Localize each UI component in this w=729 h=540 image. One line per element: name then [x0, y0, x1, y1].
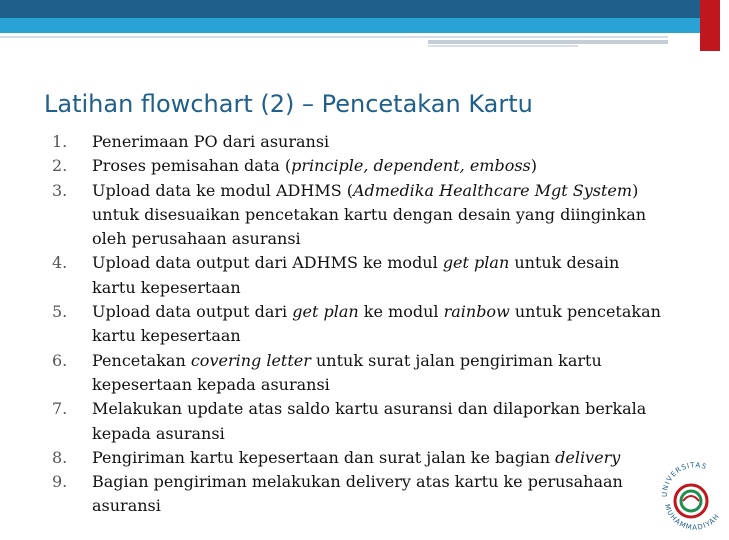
- text-run: untuk pencetakan kartu kepesertaan: [92, 302, 661, 346]
- list-item-number: 4.: [52, 253, 68, 273]
- university-logo: [657, 455, 729, 535]
- text-run: Upload data output dari: [92, 302, 293, 322]
- list-item: [52, 446, 662, 470]
- italic-term: get plan: [442, 253, 510, 273]
- list-item: [52, 349, 662, 398]
- italic-term: rainbow: [443, 302, 510, 322]
- text-run: Melakukan update atas saldo kartu asuransi dan dilaporkan berkala kepada asuransi: [92, 399, 647, 443]
- header-bar-red: [700, 0, 720, 18]
- list-item-text: [92, 130, 662, 154]
- list-item-text: [92, 179, 662, 252]
- list-item-text: [92, 251, 662, 300]
- italic-term: covering letter: [190, 350, 311, 370]
- text-run: ke modul: [358, 302, 444, 322]
- list-item-number: 7.: [52, 399, 68, 419]
- list-item-number: 3.: [52, 180, 68, 200]
- slide-title: Latihan flowchart (2) – Pencetakan Kartu: [44, 90, 533, 118]
- logo-bottom-text: MUHAMMADIYAH: [662, 503, 722, 532]
- list-item: [52, 130, 662, 154]
- list-item: [52, 154, 662, 178]
- list-item: [52, 470, 662, 519]
- italic-term: Admedika Healthcare Mgt System: [353, 180, 633, 200]
- list-item: [52, 300, 662, 349]
- text-run: ): [530, 156, 538, 176]
- text-run: Pencetakan: [92, 350, 191, 370]
- italic-term: delivery: [555, 447, 621, 467]
- list-item-number: 1.: [52, 132, 68, 151]
- header-bar-light: [0, 18, 720, 33]
- header-red-strip: [700, 33, 720, 51]
- header-accent-line-2: [428, 45, 578, 47]
- logo-top-text: UNIVERSITAS: [660, 461, 709, 498]
- list-item-text: [92, 446, 662, 470]
- list-item-number: 2.: [52, 156, 68, 176]
- text-run: ) untuk disesuaikan pencetakan kartu dengan desain yang diinginkan oleh perusahaan asuransi: [92, 180, 647, 249]
- list-item-number: 5.: [52, 302, 68, 322]
- text-run: untuk surat jalan pengiriman kartu kepesertaan kepada asuransi: [92, 350, 602, 394]
- text-run: Pengiriman kartu kepesertaan dan surat jalan ke bagian: [92, 447, 556, 467]
- header-accent-line: [428, 40, 668, 44]
- list-item: [52, 251, 662, 300]
- step-list: [52, 130, 662, 519]
- list-item-text: [92, 397, 662, 446]
- italic-term: principle, dependent, emboss: [291, 156, 531, 176]
- text-run: untuk desain kartu kepesertaan: [92, 253, 620, 297]
- list-item: [52, 179, 662, 252]
- text-run: Bagian pengiriman melakukan delivery atas kartu ke perusahaan asuransi: [92, 472, 623, 516]
- text-run: Penerimaan PO dari asuransi: [92, 132, 330, 151]
- list-item-number: 9.: [52, 472, 68, 492]
- list-item-text: [92, 154, 662, 178]
- list-item-number: 6.: [52, 350, 68, 370]
- header-divider: [0, 36, 668, 38]
- list-item-text: [92, 300, 662, 349]
- list-item-number: 8.: [52, 447, 68, 467]
- text-run: Upload data ke modul ADHMS (: [92, 180, 353, 200]
- list-item-text: [92, 349, 662, 398]
- list-item: [52, 397, 662, 446]
- text-run: Upload data output dari ADHMS ke modul: [92, 253, 443, 273]
- list-item-text: [92, 470, 662, 519]
- header-bar-dark: [0, 0, 700, 18]
- text-run: Proses pemisahan data (: [92, 156, 292, 176]
- italic-term: get plan: [292, 302, 359, 322]
